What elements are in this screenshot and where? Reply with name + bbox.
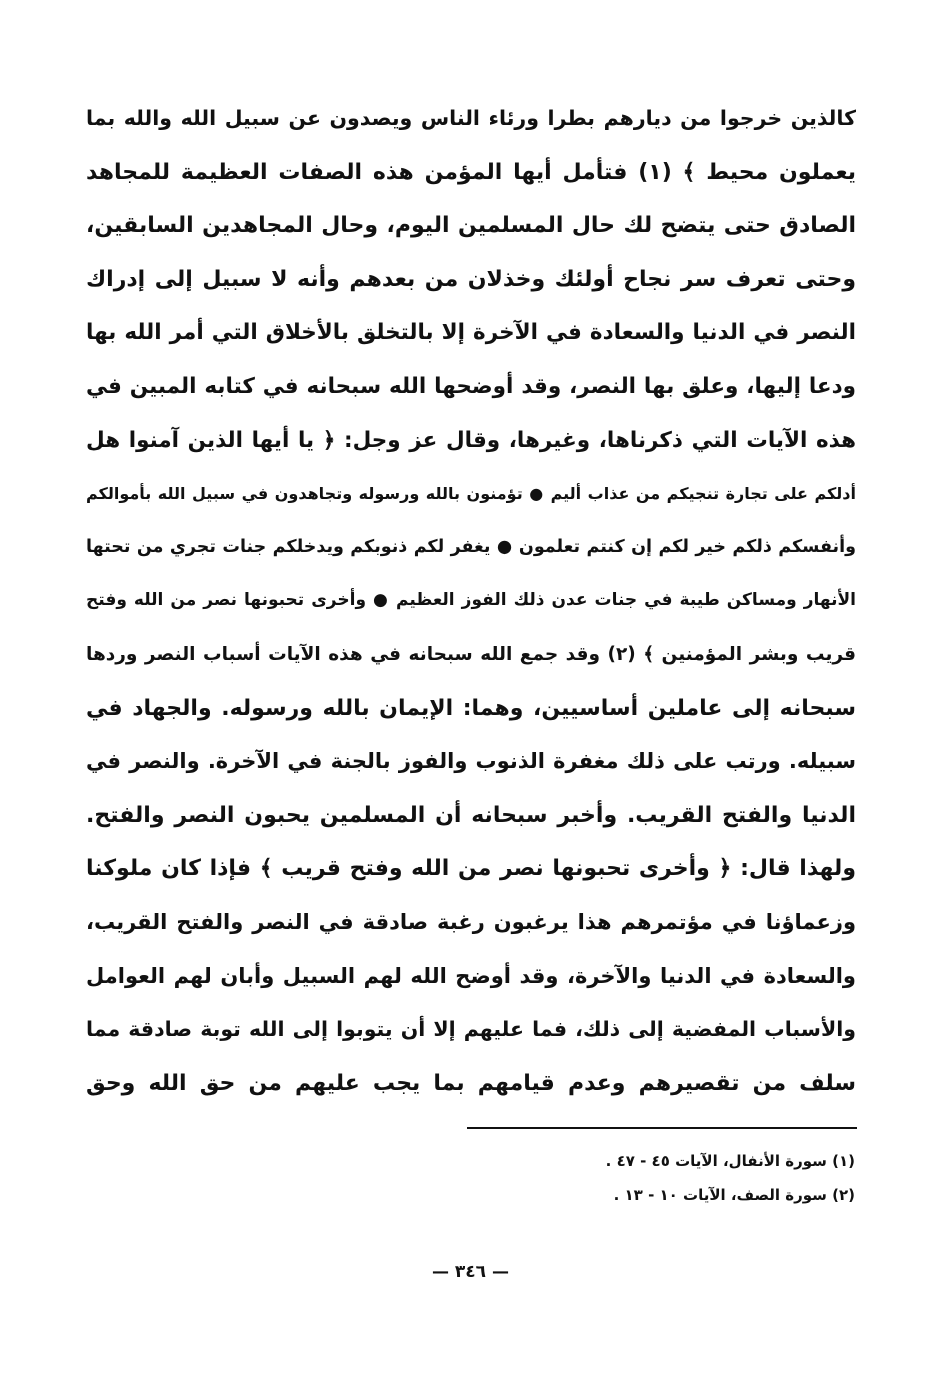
quran-verse-line: أدلكم على تجارة تنجيكم من عذاب أليم ● تؤمنون بالله ورسوله وتجاهدون في سبيل الله بأموالكم <box>86 484 856 504</box>
quran-verse-line: الأنهار ومساكن طيبة في جنات عدن ذلك الفوز العظيم ● وأخرى تحبونها نصر من الله وفتح <box>86 590 856 611</box>
footnote-divider <box>467 1127 857 1129</box>
footnote-1: (١) سورة الأنفال، الآيات ٤٥ - ٤٧ . <box>605 1152 855 1170</box>
text-line: والسعادة في الدنيا والآخرة، وقد أوضح الله لهم السبيل وأبان لهم العوامل <box>86 963 856 988</box>
text-line: الصادق حتى يتضح لك حال المسلمين اليوم، وحال المجاهدين السابقين، <box>86 213 856 239</box>
text-line: سبحانه إلى عاملين أساسيين، وهما: الإيمان بالله ورسوله. والجهاد في <box>86 695 856 721</box>
text-line: ولهذا قال: ﴿ وأخرى تحبونها نصر من الله وفتح قريب ﴾ فإذا كان ملوكنا <box>86 856 856 882</box>
text-line: النصر في الدنيا والسعادة في الآخرة إلا بالتخلق بالأخلاق التي أمر الله بها <box>86 320 856 346</box>
footnote-2: (٢) سورة الصف، الآيات ١٠ - ١٣ . <box>613 1186 855 1204</box>
text-line: الدنيا والفتح القريب. وأخبر سبحانه أن المسلمين يحبون النصر والفتح. <box>86 802 856 828</box>
text-line: قريب وبشر المؤمنين ﴾ (٢) وقد جمع الله سبحانه في هذه الآيات أسباب النصر وردها <box>86 643 856 665</box>
text-line: وزعماؤنا في مؤتمرهم هذا يرغبون رغبة صادقة في النصر والفتح القريب، <box>86 909 856 934</box>
text-line: كالذين خرجوا من ديارهم بطرا ورئاء الناس ويصدون عن سبيل الله والله بما <box>86 106 856 130</box>
text-line: هذه الآيات التي ذكرناها، وغيرها، وقال عز وجل: ﴿ يا أيها الذين آمنوا هل <box>86 427 856 453</box>
text-line: سلف من تقصيرهم وعدم قيامهم بما يجب عليهم من حق الله وحق <box>86 1070 856 1096</box>
text-line: سبيله. ورتب على ذلك مغفرة الذنوب والفوز بالجنة في الآخرة. والنصر في <box>86 749 856 774</box>
page-number: — ٣٤٦ — <box>432 1262 509 1282</box>
text-line: يعملون محيط ﴾ (١) فتأمل أيها المؤمن هذه الصفات العظيمة للمجاهد <box>86 159 856 185</box>
quran-verse-line: وأنفسكم ذلكم خير لكم إن كنتم تعلمون ● يغفر لكم ذنوبكم ويدخلكم جنات تجري من تحتها <box>86 536 856 557</box>
text-line: ودعا إليها، وعلق بها النصر، وقد أوضحها الله سبحانه في كتابه المبين في <box>86 373 856 399</box>
footnotes <box>606 1144 855 1212</box>
body-text <box>86 92 856 1110</box>
text-line: وحتى تعرف سر نجاح أولئك وخذلان من بعدهم وأنه لا سبيل إلى إدراك <box>86 266 856 292</box>
text-line: والأسباب المفضية إلى ذلك، فما عليهم إلا أن يتوبوا إلى الله توبة صادقة مما <box>86 1017 856 1042</box>
